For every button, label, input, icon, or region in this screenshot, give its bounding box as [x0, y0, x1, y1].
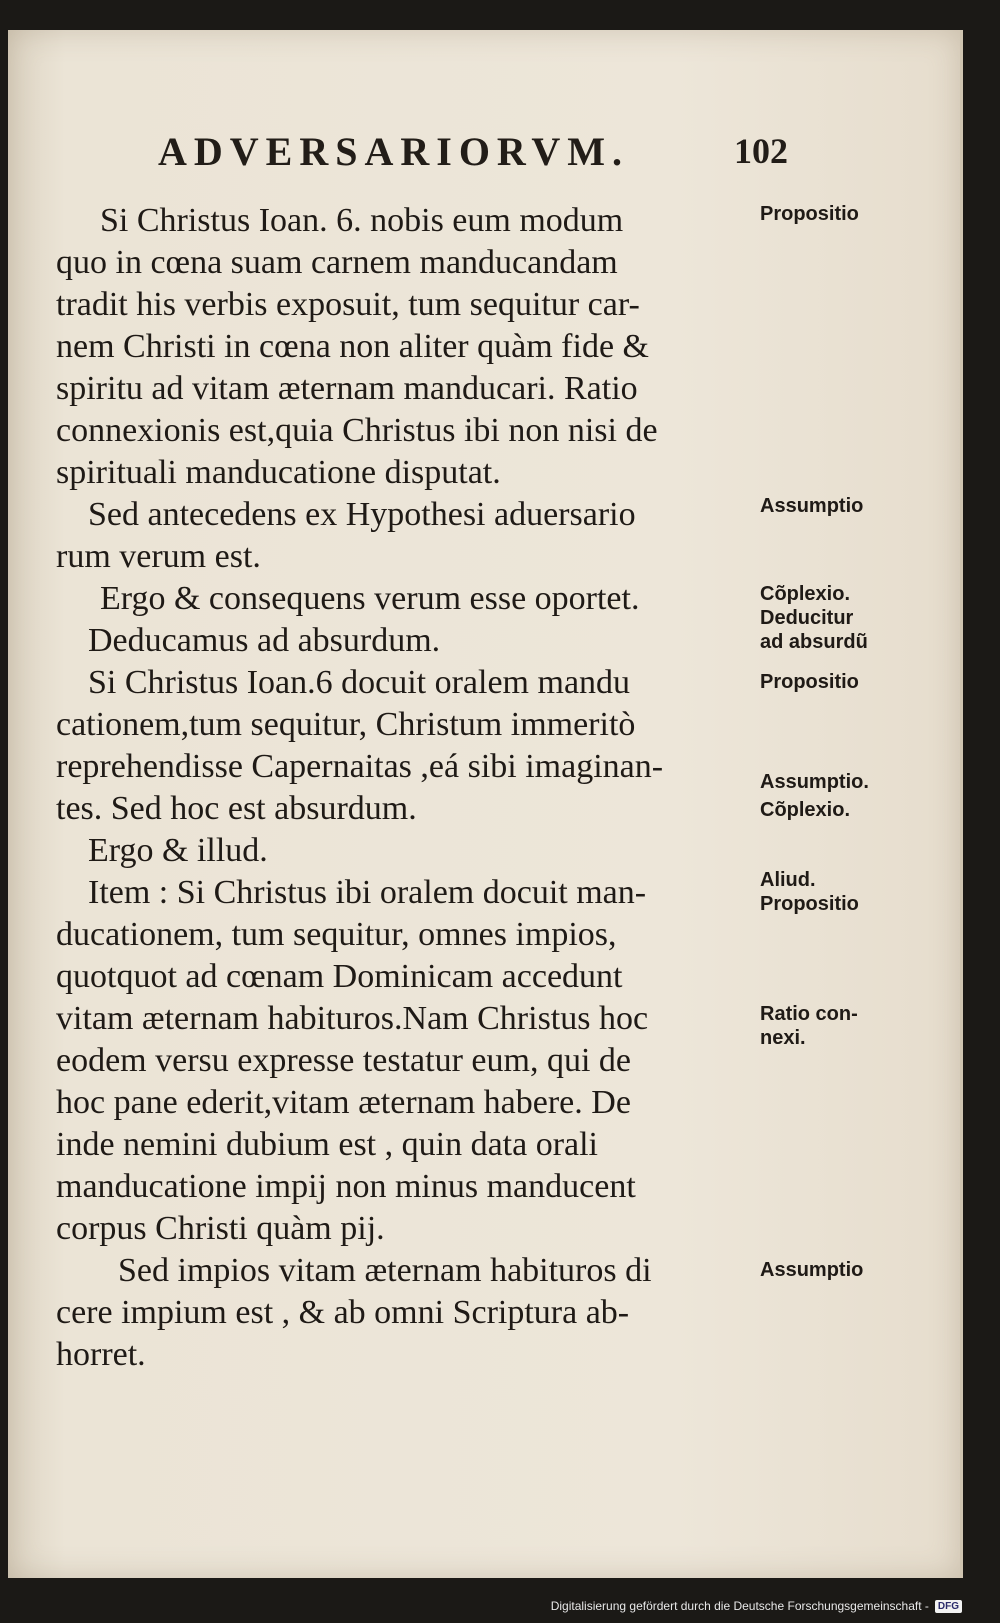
- text-line: manducatione impij non minus manducent: [56, 1168, 636, 1205]
- text-line: cationem,tum sequitur, Christum immeritò: [56, 706, 636, 743]
- footer: [551, 1595, 962, 1617]
- text-line: cere impium est , & ab omni Scriptura ab-: [56, 1294, 630, 1331]
- text-line: inde nemini dubium est , quin data orali: [56, 1126, 599, 1163]
- text-line: Item : Si Christus ibi oralem docuit man-: [88, 874, 647, 911]
- margin-note: Propositio: [760, 203, 859, 225]
- running-title: ADVERSARIORVM.: [158, 129, 630, 174]
- text-line: Si Christus Ioan.6 docuit oralem mandu: [88, 664, 631, 701]
- margin-note: Cõplexio.: [760, 583, 851, 605]
- margin-note: Assumptio: [760, 495, 864, 517]
- text-line: Sed antecedens ex Hypothesi aduersario: [88, 496, 636, 533]
- book-page: [8, 30, 963, 1578]
- text-line: quotquot ad cœnam Dominicam accedunt: [56, 958, 623, 995]
- page-number: 102: [734, 131, 788, 171]
- dfg-logo-icon: DFG: [935, 1600, 962, 1613]
- text-line: rum verum est.: [56, 538, 261, 575]
- text-line: horret.: [56, 1336, 146, 1373]
- margin-note: Assumptio: [760, 1259, 864, 1281]
- text-line: spirituali manducatione disputat.: [56, 454, 501, 491]
- text-line: reprehendisse Capernaitas ,eá sibi imaginan-: [56, 748, 664, 785]
- footer-credit: Digitalisierung gefördert durch die Deutsche Forschungsgemeinschaft -: [550, 1599, 929, 1613]
- text-line: Sed impios vitam æternam habituros di: [118, 1252, 652, 1289]
- text-line: nem Christi in cœna non aliter quàm fide &: [56, 328, 649, 365]
- margin-note: Cõplexio.: [760, 799, 851, 821]
- text-line: vitam æternam habituros.Nam Christus hoc: [56, 1000, 649, 1037]
- text-line: Ergo & consequens verum esse oportet.: [100, 580, 640, 617]
- text-line: spiritu ad vitam æternam manducari. Ratio: [56, 370, 638, 407]
- margin-note: Aliud.: [760, 869, 816, 891]
- text-line: corpus Christi quàm pij.: [56, 1210, 385, 1247]
- margin-note: ad absurdũ: [760, 631, 868, 653]
- text-line: Deducamus ad absurdum.: [88, 622, 441, 659]
- margin-note: Propositio: [760, 671, 859, 693]
- text-line: connexionis est,quia Christus ibi non nisi de: [56, 412, 658, 449]
- text-line: ducationem, tum sequitur, omnes impios,: [56, 916, 617, 953]
- margin-note: Assumptio.: [760, 771, 869, 793]
- text-line: tes. Sed hoc est absurdum.: [56, 790, 417, 827]
- text-line: hoc pane ederit,vitam æternam habere. De: [56, 1084, 631, 1121]
- margin-note: Deducitur: [760, 607, 854, 629]
- text-line: Si Christus Ioan. 6. nobis eum modum: [100, 202, 624, 239]
- margin-note: Propositio: [760, 893, 859, 915]
- margin-note: nexi.: [760, 1027, 806, 1049]
- text-line: tradit his verbis exposuit, tum sequitur car-: [56, 286, 640, 323]
- text-line: Ergo & illud.: [88, 832, 268, 869]
- margin-note: Ratio con-: [760, 1003, 858, 1025]
- text-line: eodem versu expresse testatur eum, qui de: [56, 1042, 631, 1079]
- text-line: quo in cœna suam carnem manducandam: [56, 244, 618, 281]
- page-header: [148, 128, 788, 188]
